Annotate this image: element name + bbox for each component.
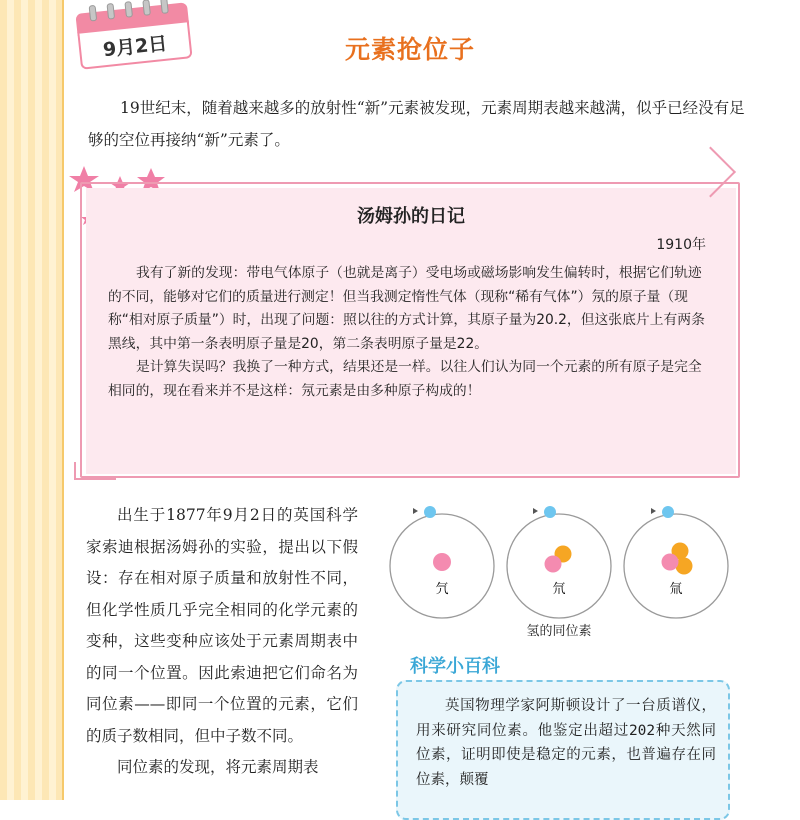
proton-icon [433, 553, 451, 571]
page-title: 元素抢位子 [344, 35, 475, 64]
isotope-label: 氕 [435, 582, 449, 597]
intro-paragraph: 19世纪末，随着越来越多的放射性“新”元素被发现，元素周期表越来越满，似乎已经没有足够的空位再接纳“新”元素了。 [88, 99, 745, 149]
isotope-label: 氚 [669, 582, 683, 597]
calendar-ring [124, 1, 133, 18]
proton-icon [662, 554, 679, 571]
isotope-protium [390, 506, 494, 618]
diary-year: 1910年 [656, 237, 706, 253]
calendar-date: 9月2日 [77, 20, 192, 69]
encyclopedia-text: 英国物理学家阿斯顿设计了一台质谱仪，用来研究同位素。他鉴定出超过202种天然同位素，证明即使是稳定的元素，也普遍存在同位素，颠覆 [416, 698, 716, 788]
isotope-label: 氘 [552, 582, 566, 597]
diary-paragraph: 是计算失误吗？我换了一种方式，结果还是一样。以往人们认为同一个元素的所有原子是完全相同的，现在看来并不是这样：氖元素是由多种原子构成的！ [108, 359, 702, 399]
electron-icon [662, 506, 674, 518]
diary-text [108, 262, 708, 403]
calendar-ring [160, 0, 169, 14]
left-decorative-stripe [0, 0, 64, 800]
diary-paragraph: 我有了新的发现：带电气体原子（也就是离子）受电场或磁场影响发生偏转时，根据它们轨迹的不同，能够对它们的质量进行测定！但当我测定惰性气体（现称“稀有气体”）氖的原子量（现称“相对原子质量”）时，出现了问题：照以往的方式计算，其原子量为20.2，但这张底片上有两条黑线，其中第一条表明原子量是20，第二条表明原子量是22。 [108, 265, 705, 352]
calendar-tag [75, 2, 192, 69]
proton-icon [545, 556, 562, 573]
corner-decoration [74, 462, 116, 480]
diary-title: 汤姆孙的日记 [357, 206, 465, 227]
calendar-ring [106, 3, 115, 20]
electron-icon [544, 506, 556, 518]
main-text-column [86, 500, 358, 784]
encyclopedia-title: 科学小百科 [410, 656, 500, 677]
isotope-tritium [624, 506, 728, 618]
main-paragraph-continued: 同位素的发现，将元素周期表 [117, 758, 319, 776]
diary-box [86, 188, 736, 474]
diagram-caption: 氢的同位素 [526, 624, 592, 639]
isotope-deuterium [507, 506, 611, 618]
main-paragraph: 出生于1877年9月2日的英国科学家索迪根据汤姆孙的实验，提出以下假设：存在相对原子质量和放射性不同，但化学性质几乎完全相同的化学元素的变种，这些变种应该处于元素周期表中的同一个位置。因此索迪把它们命名为同位素——即同一个位置的元素，它们的质子数相同，但中子数不同。 [86, 506, 358, 745]
calendar-ring [142, 0, 151, 16]
electron-icon [424, 506, 436, 518]
calendar-ring [89, 5, 98, 22]
